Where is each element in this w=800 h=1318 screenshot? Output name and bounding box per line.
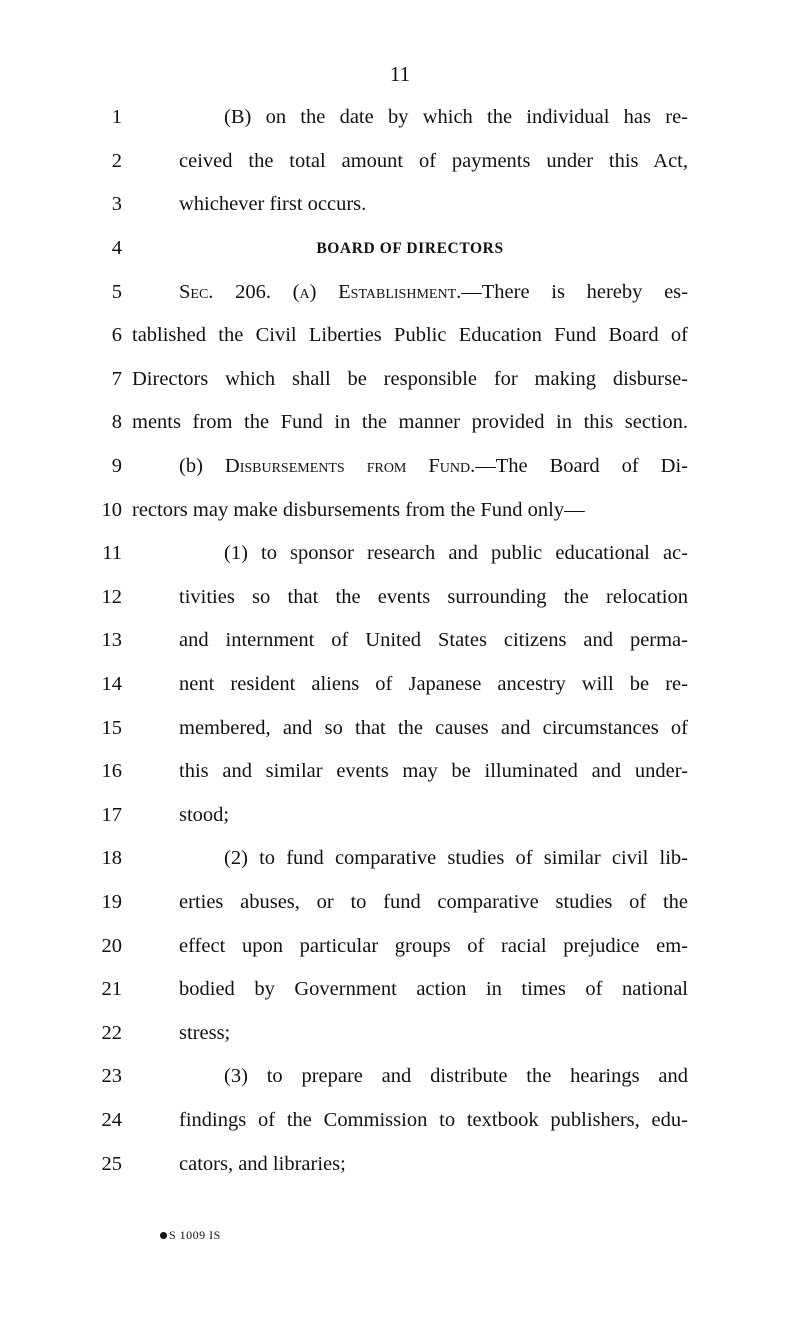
line-text: stress;: [179, 1021, 231, 1044]
line-text: [179, 281, 688, 304]
subsection-heading: Establishment.: [338, 280, 462, 303]
text-line: [0, 1011, 800, 1055]
text-line: [0, 924, 800, 968]
line-number: 17: [101, 803, 122, 826]
text-line: [0, 619, 800, 663]
bill-footer: [160, 1228, 221, 1243]
bill-text: [0, 96, 800, 1186]
line-number: 24: [101, 1108, 122, 1131]
line-number: 13: [101, 629, 122, 652]
line-text: (3) to prepare and distribute the hearings and: [224, 1065, 688, 1088]
line-text: (B) on the date by which the individual has re-: [224, 106, 688, 129]
line-number: 11: [102, 542, 122, 565]
text-line: [0, 96, 800, 140]
text-line: [0, 358, 800, 402]
text-line: [0, 183, 800, 227]
text-line: [0, 968, 800, 1012]
line-number: 18: [101, 847, 122, 870]
line-text: bodied by Government action in times of national: [179, 978, 688, 1001]
line-number: 5: [111, 280, 122, 303]
subsection-heading: Disbursements from Fund.: [224, 455, 476, 478]
line-number: 4: [111, 237, 122, 260]
text-line: [0, 837, 800, 881]
line-number: 3: [111, 193, 122, 216]
line-number: 25: [101, 1152, 122, 1175]
text-line: [0, 401, 800, 445]
line-text-rest: —The Board of Di-: [475, 455, 689, 478]
text-line: [0, 663, 800, 707]
line-text: [179, 455, 688, 478]
line-number: 23: [101, 1065, 122, 1088]
line-number: 8: [111, 411, 122, 434]
page-number: 11: [389, 62, 411, 86]
line-text: whichever first occurs.: [179, 193, 367, 216]
bill-identifier: S 1009 IS: [169, 1228, 221, 1242]
text-line: [0, 488, 800, 532]
text-line: [0, 140, 800, 184]
text-line: [0, 314, 800, 358]
text-line: [0, 750, 800, 794]
line-number: 14: [101, 673, 122, 696]
line-number: 12: [101, 585, 122, 608]
line-number: 6: [111, 324, 122, 347]
line-text: rectors may make disbursements from the Fund only—: [132, 498, 585, 521]
line-number: 1: [111, 106, 122, 129]
text-line: [0, 576, 800, 620]
line-number: 7: [111, 367, 122, 390]
section-heading: BOARD OF DIRECTORS: [316, 239, 504, 257]
line-text: nent resident aliens of Japanese ancestry will be re-: [179, 673, 688, 696]
line-text-rest: —There is hereby es-: [461, 280, 688, 303]
text-line: [0, 227, 800, 271]
line-text: effect upon particular groups of racial prejudice em-: [179, 934, 688, 957]
text-line: [0, 706, 800, 750]
line-number: 20: [101, 934, 122, 957]
line-text: tivities so that the events surrounding the relocation: [179, 585, 688, 608]
text-line: [0, 794, 800, 838]
line-text: erties abuses, or to fund comparative studies of the: [179, 890, 688, 913]
text-line: [0, 445, 800, 489]
text-line: [0, 532, 800, 576]
line-number: 2: [111, 149, 122, 172]
line-text: cators, and libraries;: [179, 1152, 346, 1175]
line-number: 15: [101, 716, 122, 739]
line-text: (2) to fund comparative studies of similar civil lib-: [224, 847, 688, 870]
text-line: [0, 270, 800, 314]
line-text: and internment of United States citizens and perma-: [179, 629, 688, 652]
text-line: [0, 1142, 800, 1186]
line-text: ceived the total amount of payments under this Act,: [179, 149, 688, 172]
subsection-label: (b): [179, 455, 225, 478]
line-number: 10: [101, 498, 122, 521]
line-text: Directors which shall be responsible for making disburse-: [132, 367, 688, 390]
line-text: membered, and so that the causes and circumstances of: [179, 716, 688, 739]
line-number: 21: [101, 978, 122, 1001]
text-line: [0, 1099, 800, 1143]
line-text: findings of the Commission to textbook publishers, edu-: [179, 1108, 688, 1131]
line-text: ments from the Fund in the manner provided in this section.: [132, 411, 688, 434]
line-text: tablished the Civil Liberties Public Education Fund Board of: [132, 324, 688, 347]
text-line: [0, 1055, 800, 1099]
line-number: 19: [101, 890, 122, 913]
line-text: (1) to sponsor research and public educational ac-: [224, 542, 688, 565]
bullet-icon: [160, 1232, 167, 1239]
line-text: stood;: [179, 803, 230, 826]
text-line: [0, 881, 800, 925]
line-number: 16: [101, 760, 122, 783]
section-label: Sec. 206. (a): [179, 280, 339, 303]
line-number: 22: [101, 1021, 122, 1044]
line-number: 9: [111, 455, 122, 478]
line-text: this and similar events may be illuminated and under-: [179, 760, 688, 783]
